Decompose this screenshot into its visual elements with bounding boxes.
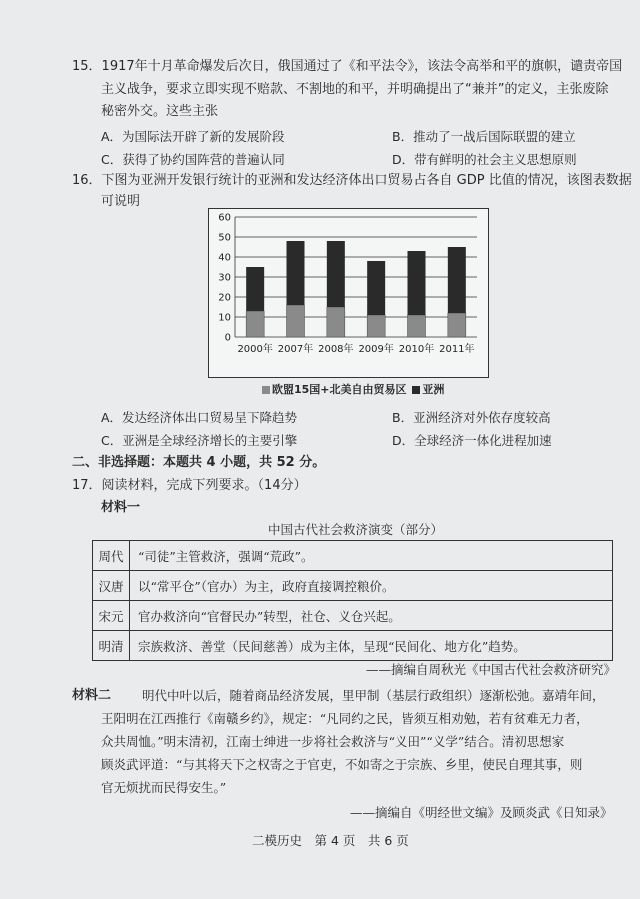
legend-label-2: 亚洲 <box>422 383 445 396</box>
material-2-line2: 王阳明在江西推行《南赣乡约》，规定：“凡同约之民，皆须互相劝勉，若有贫难无力者， <box>101 711 589 726</box>
q15-option-c: C．获得了协约国阵营的普遍认同 <box>101 152 285 167</box>
q16-option-a: A．发达经济体出口贸易呈下降趋势 <box>101 410 298 425</box>
bar-dark <box>448 247 466 313</box>
legend-label-1: 欧盟15国+北美自由贸易区 <box>272 383 407 396</box>
page-footer: 二模历史 第 4 页 共 6 页 <box>252 833 409 848</box>
era-cell: 周代 <box>93 541 130 571</box>
q15-line3: 秘密外交。这些主张 <box>101 104 219 119</box>
x-tick-label: 2009年 <box>358 344 394 355</box>
table-row <box>93 571 613 601</box>
relief-table <box>92 540 613 661</box>
bar-dark <box>287 241 305 305</box>
desc-cell: 官办救济向“官督民办”转型，社仓、义仓兴起。 <box>130 601 613 631</box>
section-heading: 二、非选择题：本题共 4 小题，共 52 分。 <box>72 455 326 470</box>
table-row <box>93 541 613 571</box>
x-tick-label: 2010年 <box>398 344 435 355</box>
table-row <box>93 631 613 661</box>
bar-light <box>448 313 466 337</box>
y-tick-label: 0 <box>224 332 231 344</box>
q15-option-a: A．为国际法开辟了新的发展阶段 <box>101 129 285 144</box>
y-tick-label: 40 <box>218 252 231 264</box>
desc-cell: 宗族救济、善堂（民间慈善）成为主体，呈现“民间化、地方化”趋势。 <box>130 631 613 661</box>
material-2-line1: 明代中叶以后，随着商品经济发展，里甲制（基层行政组织）逐渐松弛。嘉靖年间， <box>142 688 605 703</box>
table-title: 中国古代社会救济演变（部分） <box>268 522 444 537</box>
material-2-line5: 官无烦扰而民得安生。” <box>101 780 227 795</box>
chart-frame <box>208 208 489 378</box>
legend-swatch-light <box>262 386 270 394</box>
table-row <box>93 601 613 631</box>
q15-line2: 主义战争，要求立即实现不赔款、不割地的和平，并明确提出了“兼并”的定义，主张废除 <box>101 82 609 97</box>
x-tick-label: 2000年 <box>237 344 273 355</box>
era-cell: 明清 <box>93 631 130 661</box>
q16-option-b: B．亚洲经济对外依存度较高 <box>392 410 551 425</box>
bar-light <box>287 305 305 337</box>
material-2-source: ——摘编自《明经世文编》及顾炎武《日知录》 <box>350 805 613 820</box>
chart-legend <box>262 381 444 397</box>
era-cell: 汉唐 <box>93 571 130 601</box>
bar-dark <box>367 261 385 315</box>
q17-prompt: 17．阅读材料，完成下列要求。（14分） <box>72 478 307 493</box>
q15-line1: 15．1917年十月革命爆发后次日，俄国通过了《和平法令》，该法令高举和平的旗帜，谴责帝国 <box>72 59 623 74</box>
legend-swatch-dark <box>412 386 420 394</box>
q16-option-d: D．全球经济一体化进程加速 <box>392 433 552 448</box>
bar-light <box>246 311 264 337</box>
bar-light <box>367 315 385 337</box>
y-tick-label: 30 <box>218 272 231 284</box>
q15-option-b: B．推动了一战后国际联盟的建立 <box>392 129 576 144</box>
q16-line2: 可说明 <box>101 194 141 209</box>
material-2-line3: 众共周恤。”明末清初，江南士绅进一步将社会救济与“义田”“义学”结合。清初思想家 <box>101 734 565 749</box>
desc-cell: 以“常平仓”（官办）为主，政府直接调控粮价。 <box>130 571 613 601</box>
bar-chart <box>209 209 488 377</box>
material-2-line4: 顾炎武评道：“与其将天下之权寄之于官吏，不如寄之于宗族、乡里，使民自理其事，则 <box>101 757 583 772</box>
x-tick-label: 2007年 <box>277 344 314 355</box>
bar-dark <box>327 241 345 307</box>
y-tick-label: 60 <box>218 212 231 224</box>
q15-option-d: D．带有鲜明的社会主义思想原则 <box>392 152 577 167</box>
era-cell: 宋元 <box>93 601 130 631</box>
bar-light <box>327 307 345 337</box>
material-2-label: 材料二 <box>72 688 112 703</box>
x-tick-label: 2008年 <box>318 344 354 355</box>
material-1-source: ——摘编自周秋光《中国古代社会救济研究》 <box>366 662 617 677</box>
bar-dark <box>408 251 426 315</box>
bar-dark <box>246 267 264 311</box>
y-tick-label: 20 <box>218 292 231 304</box>
q16-line1: 16．下图为亚洲开发银行统计的亚洲和发达经济体出口贸易占各自 GDP 比值的情况，该图表数据 <box>72 173 632 188</box>
y-tick-label: 50 <box>218 232 231 244</box>
bar-light <box>408 315 426 337</box>
q16-option-c: C．亚洲是全球经济增长的主要引擎 <box>101 433 298 448</box>
material-1-label: 材料一 <box>101 500 141 515</box>
x-tick-label: 2011年 <box>439 344 475 355</box>
desc-cell: “司徒”主管救济，强调“荒政”。 <box>130 541 613 571</box>
y-tick-label: 10 <box>218 312 231 324</box>
